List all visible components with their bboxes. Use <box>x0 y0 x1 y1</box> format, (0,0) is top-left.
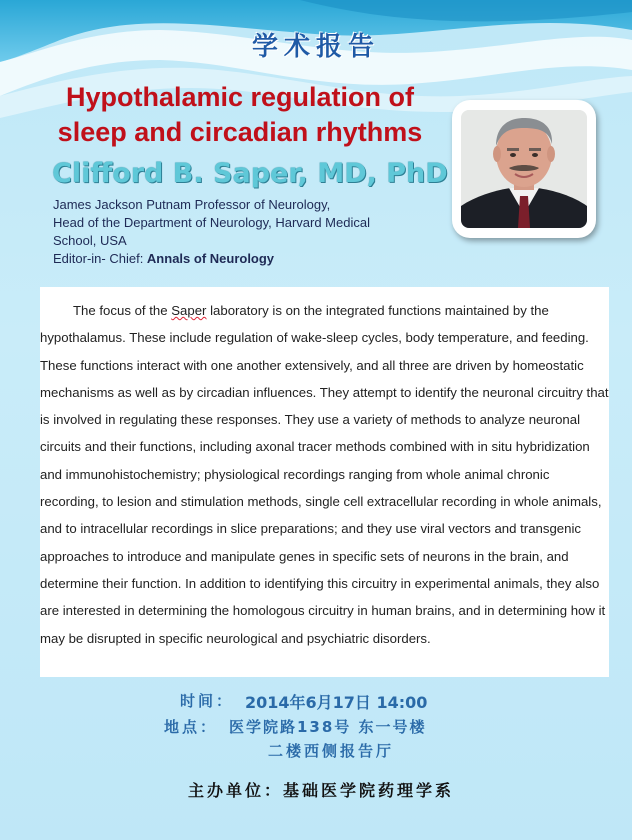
place-value: 医学院路138号 东一号楼 <box>229 718 427 736</box>
affiliation-line-3: School, USA <box>53 233 127 248</box>
time-label: 时间： <box>180 692 235 710</box>
abstract-body: laboratory is on the integrated functions maintained by the hypothalamus. These include regulation of wake-sleep cycles, body temperature, and feeding. These functions interact with one another extensively, and all three are driven by homeostatic mechanisms as well as by circadian influences. They attempt to identify the neuronal circuitry that is involved in regulating these responses. They use a variety of methods to analyze neuronal circuits and their functions, including axonal tracer methods combined with in situ hybridization and immunohistochemistry; physiological recordings ranging from whole animal chronic recording, to lesion and stimulation methods, single cell extracellular recording in whole animals, and to intracellular recordings in slice preparations; and they use viral vectors and transgenic approaches to introduce and manipulate genes in specific sets of neurons in the brain, and determine their function. In addition to identifying this circuitry in experimental animals, they also are interested in determining the homologous circuitry in human brains, and in determining how it may be disrupted in specific neurological and psychiatric disorders. <box>40 303 609 646</box>
speaker-affiliation <box>53 196 433 268</box>
speaker-name: Clifford B. Saper, MD, PhD <box>52 158 448 189</box>
speaker-portrait-image <box>461 110 587 228</box>
abstract-start: The focus of the <box>73 303 172 318</box>
speaker-photo <box>461 110 587 228</box>
place-value-2: 二楼西侧报告厅 <box>268 742 395 760</box>
affiliation-line-1: James Jackson Putnam Professor of Neurology, <box>53 197 331 212</box>
organizer: 主办单位：基础医学院药理学系 <box>187 781 454 800</box>
editor-prefix: Editor-in- Chief: <box>53 251 147 266</box>
abstract-paragraph <box>40 297 609 652</box>
speaker-photo-frame <box>452 100 596 238</box>
header-title: 学术报告 <box>251 32 380 62</box>
place-label: 地点： <box>164 718 219 736</box>
talk-title <box>40 80 440 150</box>
editor-line <box>53 250 433 268</box>
talk-title-line-2: sleep and circadian rhythms <box>57 117 423 147</box>
talk-title-line-1: Hypothalamic regulation of <box>65 82 415 112</box>
abstract-text-box <box>40 287 609 677</box>
abstract-highlight-word: Saper <box>171 303 207 318</box>
journal-name: Annals of Neurology <box>146 251 275 266</box>
time-value: 2014年6月17日 14:00 <box>245 693 428 712</box>
affiliation-line-2: Head of the Department of Neurology, Harvard Medical <box>53 215 370 230</box>
